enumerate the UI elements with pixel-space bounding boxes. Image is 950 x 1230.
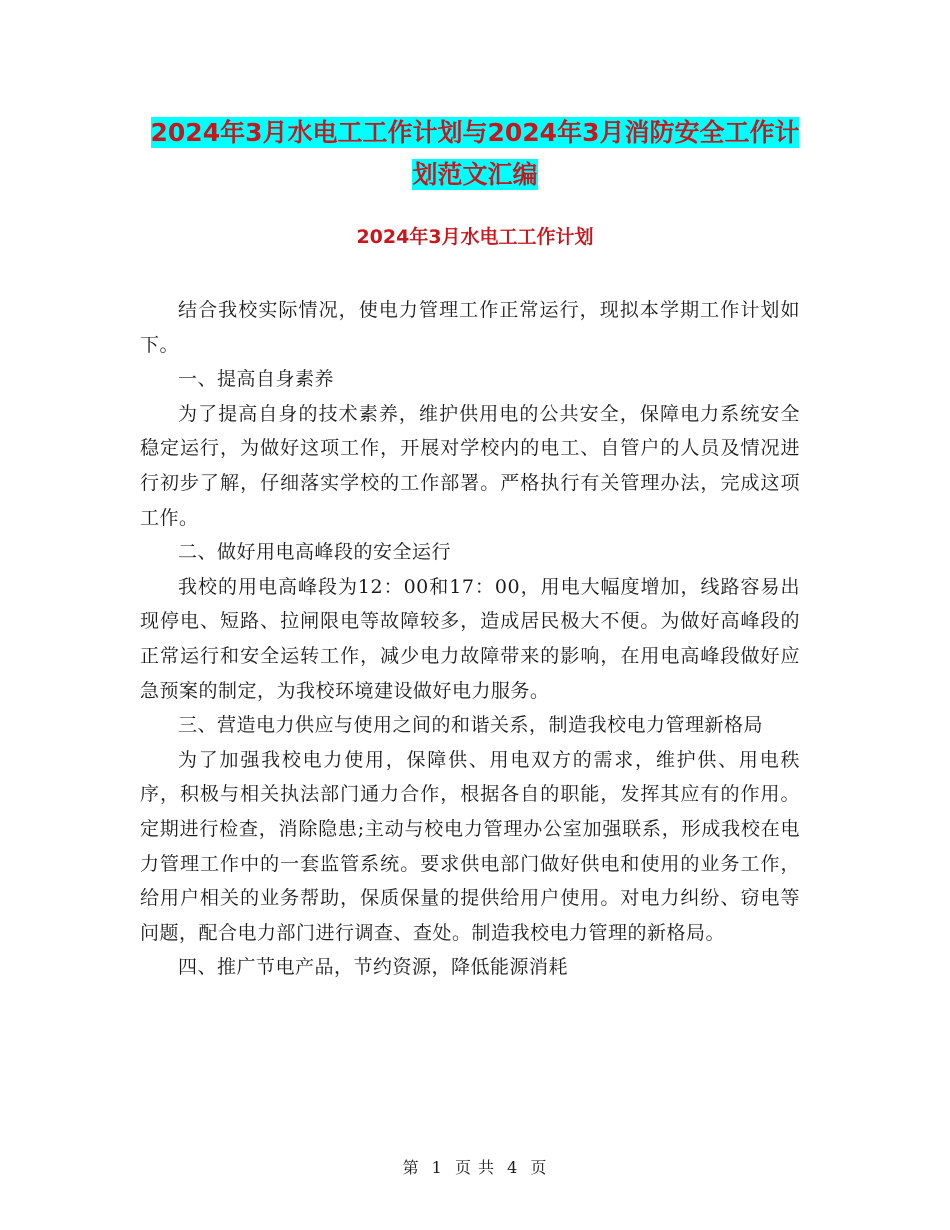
page-footer — [0, 1155, 950, 1178]
footer-prefix: 第 — [402, 1158, 420, 1177]
section-title: 2024年3月水电工工作计划 — [356, 226, 594, 248]
heading-4: 四、推广节电产品，节约资源，降低能源消耗 — [178, 956, 569, 979]
document-title-text: 2024年3月水电工工作计划与2024年3月消防安全工作计划范文汇编 — [150, 118, 800, 189]
footer-total-pages: 4 — [507, 1158, 519, 1177]
document-title — [140, 112, 810, 196]
footer-mid: 页 共 — [454, 1158, 496, 1177]
footer-page-number: 1 — [431, 1158, 443, 1177]
document-body — [140, 293, 800, 985]
paragraph-2: 我校的用电高峰段为12：00和17：00，用电大幅度增加，线路容易出现停电、短路、拉闸限电等故障较多，造成居民极大不便。为做好高峰段的正常运行和安全运转工作，减少电力故障带来的影响，在用电高峰段做好应急预案的制定，为我校环境建设做好电力服务。 — [140, 575, 800, 702]
heading-2: 二、做好用电高峰段的安全运行 — [178, 541, 452, 564]
heading-3: 三、营造电力供应与使用之间的和谐关系，制造我校电力管理新格局 — [178, 714, 764, 737]
heading-1: 一、提高自身素养 — [178, 368, 335, 391]
footer-suffix: 页 — [530, 1158, 548, 1177]
paragraph-intro: 结合我校实际情况，使电力管理工作正常运行，现拟本学期工作计划如下。 — [140, 299, 800, 356]
paragraph-1: 为了提高自身的技术素养，维护供用电的公共安全，保障电力系统安全稳定运行，为做好这项工作，开展对学校内的电工、自管户的人员及情况进行初步了解，仔细落实学校的工作部署。严格执行有关管理办法，完成这项工作。 — [140, 402, 800, 529]
paragraph-3: 为了加强我校电力使用，保障供、用电双方的需求，维护供、用电秩序，积极与相关执法部门通力合作，根据各自的职能，发挥其应有的作用。定期进行检查，消除隐患;主动与校电力管理办公室加强联系，形成我校在电力管理工作中的一套监管系统。要求供电部门做好供电和使用的业务工作，给用户相关的业务帮助，保质保量的提供给用户使用。对电力纠纷、窃电等问题，配合电力部门进行调查、查处。制造我校电力管理的新格局。 — [140, 748, 800, 944]
